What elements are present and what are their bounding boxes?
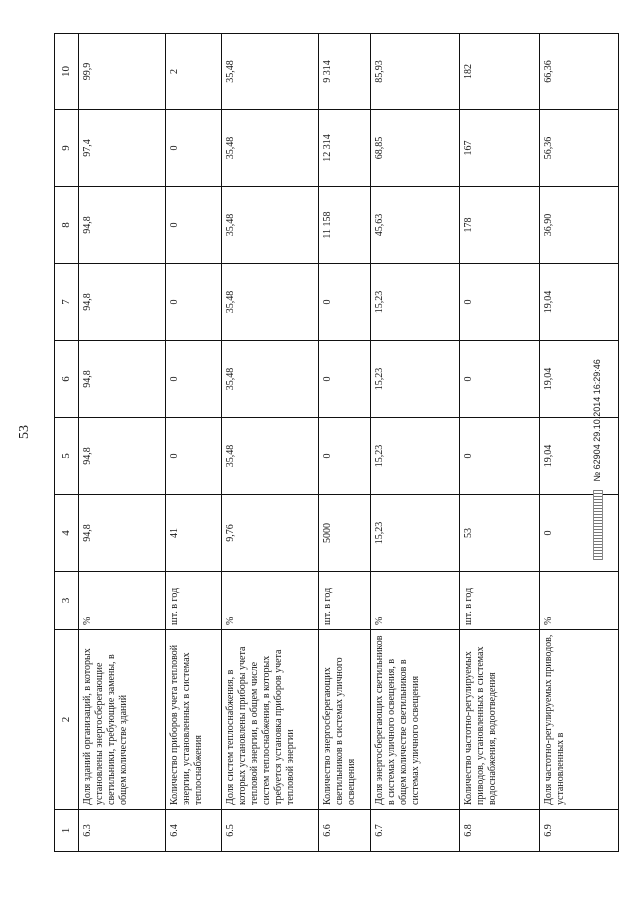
table-row: [166, 34, 222, 852]
table-row: [460, 34, 540, 852]
row-unit: шт. в год: [460, 572, 540, 630]
row-value: 5000: [319, 495, 371, 572]
row-value: 85,93: [371, 34, 460, 110]
row-value: 94,8: [79, 341, 166, 418]
row-unit: %: [79, 572, 166, 630]
row-value: 35,48: [222, 34, 319, 110]
row-value: 12 314: [319, 110, 371, 187]
row-value: 94,8: [79, 187, 166, 264]
row-value: 178: [460, 187, 540, 264]
row-value: 15,23: [371, 264, 460, 341]
row-value: 66,36: [540, 34, 619, 110]
row-value: 94,8: [79, 418, 166, 495]
row-value: 0: [319, 264, 371, 341]
row-value: 0: [166, 187, 222, 264]
table-row: [319, 34, 371, 852]
row-value: 15,23: [371, 495, 460, 572]
row-value: 35,48: [222, 341, 319, 418]
row-description: Количество частотно-регулируемых приводов, установленных в системах водоснабжения, водоотведения: [460, 630, 540, 810]
header-cell: 2: [55, 630, 79, 810]
row-value: 0: [460, 264, 540, 341]
row-description: Количество приборов учета тепловой энергии, установленных в системах теплоснабжения: [166, 630, 222, 810]
row-number: 6.4: [166, 810, 222, 852]
table-row: [371, 34, 460, 852]
row-value: 167: [460, 110, 540, 187]
row-value: 2: [166, 34, 222, 110]
header-cell: 3: [55, 572, 79, 630]
row-value: 35,48: [222, 187, 319, 264]
header-row: [55, 34, 79, 852]
row-description: Доля зданий организаций, в которых установлены энергосберегающие светильники, требующие замены, в общем количестве зданий: [79, 630, 166, 810]
document-footer: [592, 260, 608, 560]
header-cell: 8: [55, 187, 79, 264]
header-cell: 6: [55, 341, 79, 418]
header-cell: 9: [55, 110, 79, 187]
row-value: 35,48: [222, 110, 319, 187]
header-cell: 4: [55, 495, 79, 572]
row-value: 0: [540, 495, 619, 572]
footer-datetime: 29.10.2014 16:29:46: [592, 359, 602, 442]
row-description: Доля систем теплоснабжения, в которых установлены приборы учета тепловой энергии, в общем числе систем теплоснабжения, в которых требуется установка приборов учета тепловой энергии: [222, 630, 319, 810]
header-cell: 10: [55, 34, 79, 110]
row-value: 68,85: [371, 110, 460, 187]
row-value: 0: [166, 341, 222, 418]
row-value: 15,23: [371, 341, 460, 418]
row-value: 53: [460, 495, 540, 572]
header-cell: 1: [55, 810, 79, 852]
row-number: 6.3: [79, 810, 166, 852]
row-value: 94,8: [79, 495, 166, 572]
row-unit: %: [222, 572, 319, 630]
row-unit: %: [371, 572, 460, 630]
row-value: 56,36: [540, 110, 619, 187]
row-value: 0: [166, 264, 222, 341]
row-number: 6.7: [371, 810, 460, 852]
table-row: [79, 34, 166, 852]
row-value: 99,9: [79, 34, 166, 110]
row-value: 0: [166, 418, 222, 495]
row-value: 97,4: [79, 110, 166, 187]
row-value: 0: [460, 341, 540, 418]
row-value: 9,76: [222, 495, 319, 572]
row-value: 0: [319, 341, 371, 418]
footer-doc-number: № 62904: [592, 444, 602, 482]
row-value: 94,8: [79, 264, 166, 341]
row-value: 41: [166, 495, 222, 572]
row-unit: шт. в год: [319, 572, 371, 630]
row-value: 0: [166, 110, 222, 187]
row-description: Количество энергосберегающих светильников в системах уличного освещения: [319, 630, 371, 810]
row-value: 11 158: [319, 187, 371, 264]
row-value: 0: [319, 418, 371, 495]
row-value: 45,63: [371, 187, 460, 264]
row-value: 15,23: [371, 418, 460, 495]
row-value: 0: [460, 418, 540, 495]
row-value: 35,48: [222, 264, 319, 341]
row-number: 6.8: [460, 810, 540, 852]
row-value: 19,04: [540, 264, 619, 341]
row-value: 19,04: [540, 341, 619, 418]
table-row: [222, 34, 319, 852]
row-value: 36,90: [540, 187, 619, 264]
page-number: 53: [17, 425, 32, 439]
row-description: Доля энергосберегающих светильников в системах уличного освещения, в общем количестве светильников в системах уличного освещения: [371, 630, 460, 810]
row-number: 6.6: [319, 810, 371, 852]
header-cell: 5: [55, 418, 79, 495]
row-unit: %: [540, 572, 619, 630]
row-value: 182: [460, 34, 540, 110]
row-unit: шт. в год: [166, 572, 222, 630]
barcode-stamp: [593, 490, 603, 560]
row-description: Доля частотно-регулируемых приводов, установленных в: [540, 630, 619, 810]
row-value: 35,48: [222, 418, 319, 495]
row-number: 6.5: [222, 810, 319, 852]
row-value: 9 314: [319, 34, 371, 110]
rotated-table-container: [54, 34, 618, 852]
row-number: 6.9: [540, 810, 619, 852]
row-value: 19,04: [540, 418, 619, 495]
header-cell: 7: [55, 264, 79, 341]
indicators-table: [54, 33, 619, 852]
